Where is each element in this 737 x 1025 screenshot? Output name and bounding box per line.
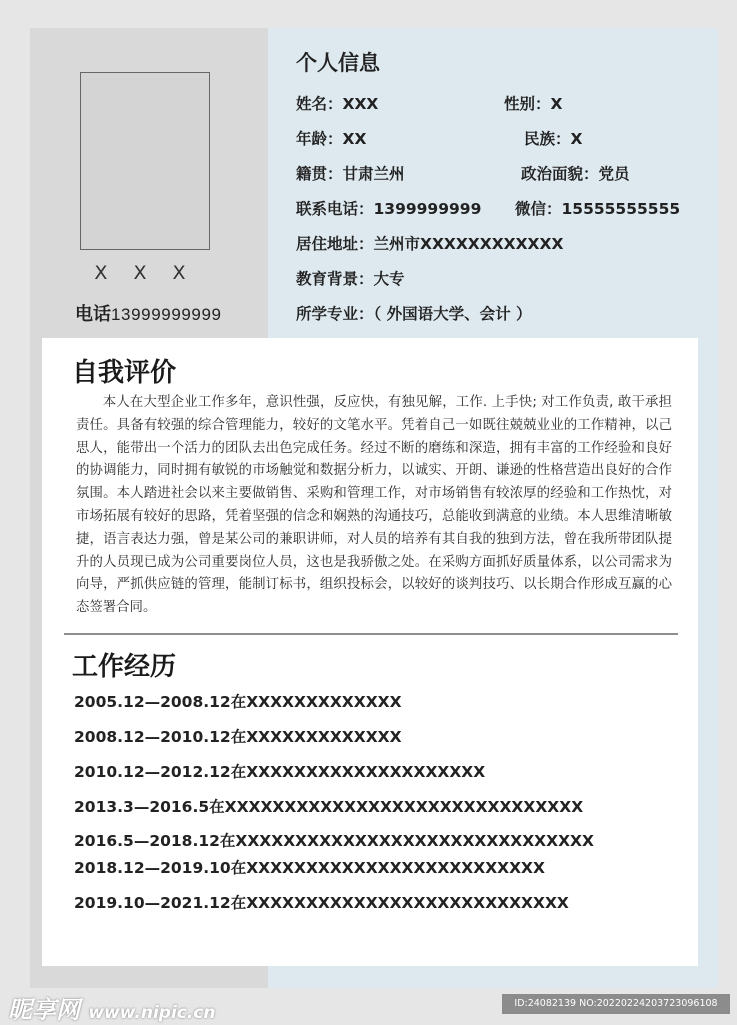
info-contact-phone: 联系电话：1399999999 (296, 200, 482, 218)
watermark-id: ID:24082139 NO:20220224203723096108 (502, 994, 730, 1014)
self-evaluation-title: 自我评价 (72, 358, 177, 388)
section-divider (64, 633, 678, 635)
candidate-name: X X X (94, 262, 196, 284)
work-item: 2005.12—2008.12在XXXXXXXXXXXXX (74, 693, 402, 711)
info-wechat: 微信：15555555555 (515, 200, 681, 218)
personal-info-title: 个人信息 (296, 51, 380, 75)
work-history-title: 工作经历 (72, 652, 177, 682)
work-item: 2016.5—2018.12在XXXXXXXXXXXXXXXXXXXXXXXXXXXXXX (74, 832, 594, 850)
photo-placeholder (80, 72, 210, 250)
info-hometown: 籍贯：甘肃兰州 (296, 165, 405, 183)
work-item: 2010.12—2012.12在XXXXXXXXXXXXXXXXXXXX (74, 763, 486, 781)
watermark-logo-cn: 昵享网 (8, 996, 80, 1024)
phone-label: 电话 (75, 304, 111, 325)
info-gender: 性别：X (504, 95, 563, 113)
info-address: 居住地址：兰州市XXXXXXXXXXXX (296, 235, 564, 253)
info-major: 所学专业：（ 外国语大学、会计 ） (296, 305, 532, 323)
work-item: 2018.12—2019.10在XXXXXXXXXXXXXXXXXXXXXXXXX (74, 859, 545, 877)
info-age: 年龄：XX (296, 130, 367, 148)
phone-line (75, 300, 222, 326)
work-item: 2008.12—2010.12在XXXXXXXXXXXXX (74, 728, 402, 746)
work-item: 2013.3—2016.5在XXXXXXXXXXXXXXXXXXXXXXXXXXXXXX (74, 798, 584, 816)
info-name: 姓名：XXX (296, 95, 379, 113)
watermark-logo-url: www.nipic.cn (88, 1003, 216, 1023)
self-evaluation-text: 本人在大型企业工作多年，意识性强，反应快，有独见解，工作. 上手快; 对工作负责, 敢干承担责任。具备有较强的综合管理能力，较好的文笔水平。凭着自己一如既往兢兢业业的工作精神，以己思人，能带出一个活力的团队去出色完成任务。经过不断的磨练和深造，拥有丰富的工作经验和良好的协调能力，同时拥有敏锐的市场触觉和数据分析力，以诚实、开朗、谦逊的性格营造出良好的合作氛围。本人踏进社会以来主要做销售、采购和管理工作，对市场销售有较浓厚的经验和工作热忱，对市场拓展有较好的思路，凭着坚强的信念和娴熟的沟通技巧，总能收到满意的业绩。本人思维清晰敏捷，语言表达力强，曾是某公司的兼职讲师，对人员的培养有其自我的独到方法，曾在我所带团队提升的人员现已成为公司重要岗位人员，这也是我骄傲之处。在采购方面抓好质量体系，以公司需求为向导，严抓供应链的管理，能制订标书，组织投标会，以较好的谈判技巧、以长期合作形成互赢的心态签署合同。 (76, 395, 672, 616)
phone-value: 13999999999 (111, 305, 222, 324)
info-political-status: 政治面貌：党员 (521, 165, 630, 183)
work-item: 2019.10—2021.12在XXXXXXXXXXXXXXXXXXXXXXXXXXX (74, 894, 569, 912)
info-ethnicity: 民族：X (524, 130, 583, 148)
info-education: 教育背景：大专 (296, 270, 405, 288)
watermark-logo (8, 990, 216, 1025)
